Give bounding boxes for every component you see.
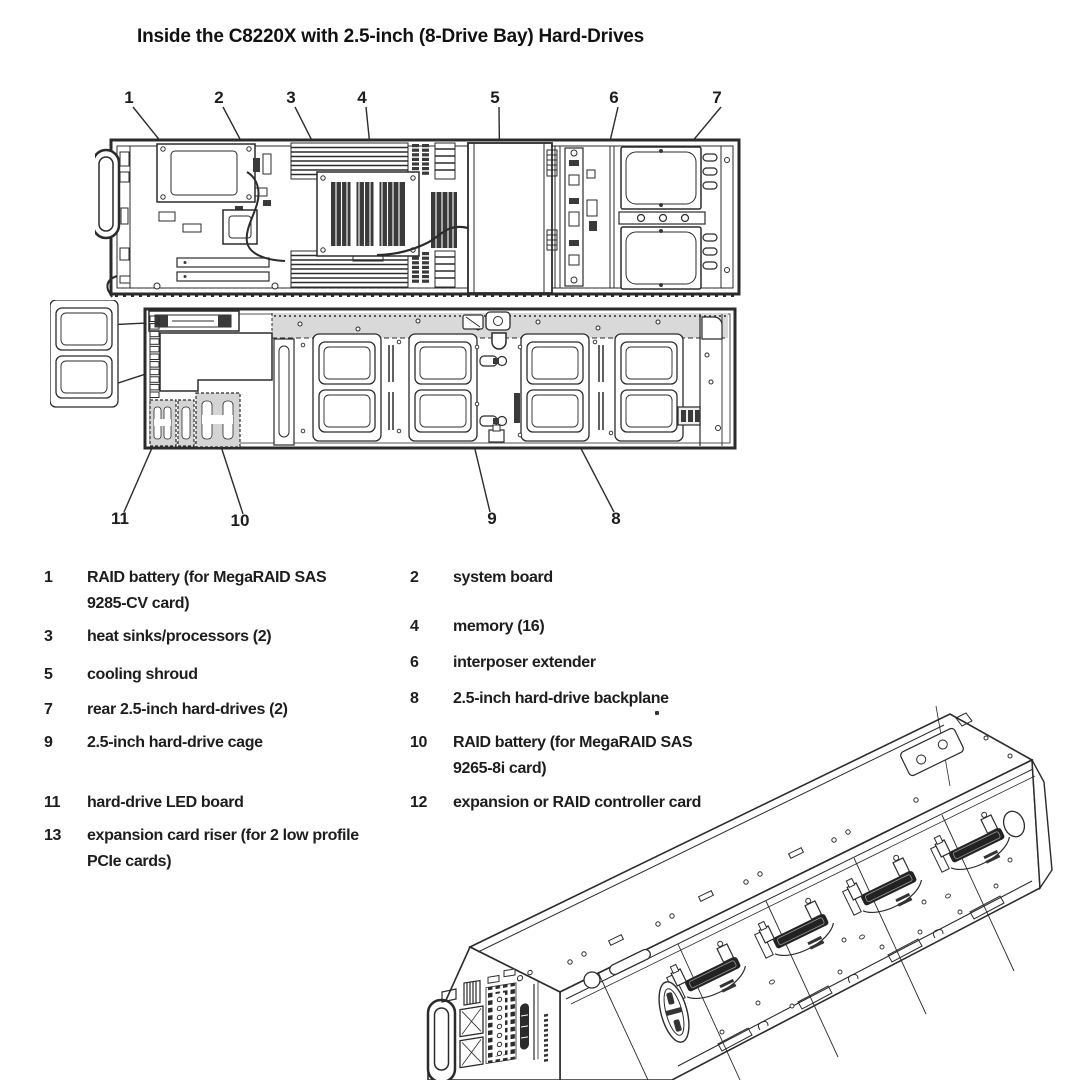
legend-item-13 (44, 823, 374, 875)
legend-item-3 (44, 624, 374, 650)
cage-divider-channel (274, 339, 294, 445)
legend-text: heat sinks/processors (2) (87, 628, 272, 645)
legend-text: 2.5-inch hard-drive backplane (453, 690, 669, 707)
callout-5: 5 (490, 88, 500, 107)
legend-text: 2.5-inch hard-drive cage (87, 734, 263, 751)
callout-2: 2 (214, 88, 224, 107)
legend-text: interposer extender (453, 654, 596, 671)
top-view-diagram (95, 80, 755, 310)
raid-battery-9265 (196, 393, 240, 447)
legend-text: RAID battery (for MegaRAID SAS 9265-8i card) (453, 734, 693, 777)
legend-item-2 (410, 565, 740, 591)
legend-num: 1 (44, 569, 53, 586)
legend-item-4 (410, 614, 740, 640)
callout-4: 4 (357, 88, 367, 107)
legend-num: 3 (44, 628, 53, 645)
legend-text: expansion or RAID controller card (453, 794, 702, 811)
legend-num: 7 (44, 701, 53, 718)
callout-11: 11 (111, 509, 129, 528)
legend-num: 2 (410, 569, 419, 586)
legend-num: 12 (410, 794, 428, 811)
legend-item-6 (410, 650, 740, 676)
legend-num: 4 (410, 618, 419, 635)
legend-text: RAID battery (for MegaRAID SAS 9285-CV card) (87, 569, 327, 612)
legend-item-5 (44, 662, 374, 688)
cooling-shroud (468, 143, 552, 293)
legend-num: 5 (44, 666, 53, 683)
legend-num: 10 (410, 734, 428, 751)
legend-text: hard-drive LED board (87, 794, 244, 811)
callout-8: 8 (611, 509, 621, 528)
legend-text: system board (453, 569, 553, 586)
legend-num: 13 (44, 827, 62, 844)
legend-num: 11 (44, 794, 61, 811)
legend-num: 8 (410, 690, 419, 707)
callout-1: 1 (124, 88, 134, 107)
callout-7: 7 (712, 88, 722, 107)
legend-text: cooling shroud (87, 666, 198, 683)
isometric-sled-diagram (420, 700, 1080, 1080)
drive-cage-diagram (50, 300, 740, 530)
legend-text: rear 2.5-inch hard-drives (2) (87, 701, 288, 718)
legend-item-7 (44, 697, 374, 723)
heat-sink-1 (317, 172, 419, 261)
callout-6: 6 (609, 88, 619, 107)
callout-9: 9 (487, 509, 497, 528)
legend-item-11 (44, 790, 374, 816)
legend-item-9 (44, 730, 374, 756)
legend-num: 9 (44, 734, 53, 751)
system-board-chip (223, 210, 257, 244)
callout-10: 10 (230, 511, 250, 530)
legend-text: memory (16) (453, 618, 545, 635)
legend-item-1 (44, 565, 374, 617)
callout-3: 3 (286, 88, 296, 107)
hard-drive-led-board (150, 400, 176, 446)
legend-num: 6 (410, 654, 419, 671)
vent-grid (678, 407, 700, 425)
legend-text: expansion card riser (for 2 low profile PCIe cards) (87, 827, 359, 870)
page-title: Inside the C8220X with 2.5-inch (8-Drive Bay) Hard-Drives (137, 26, 645, 47)
